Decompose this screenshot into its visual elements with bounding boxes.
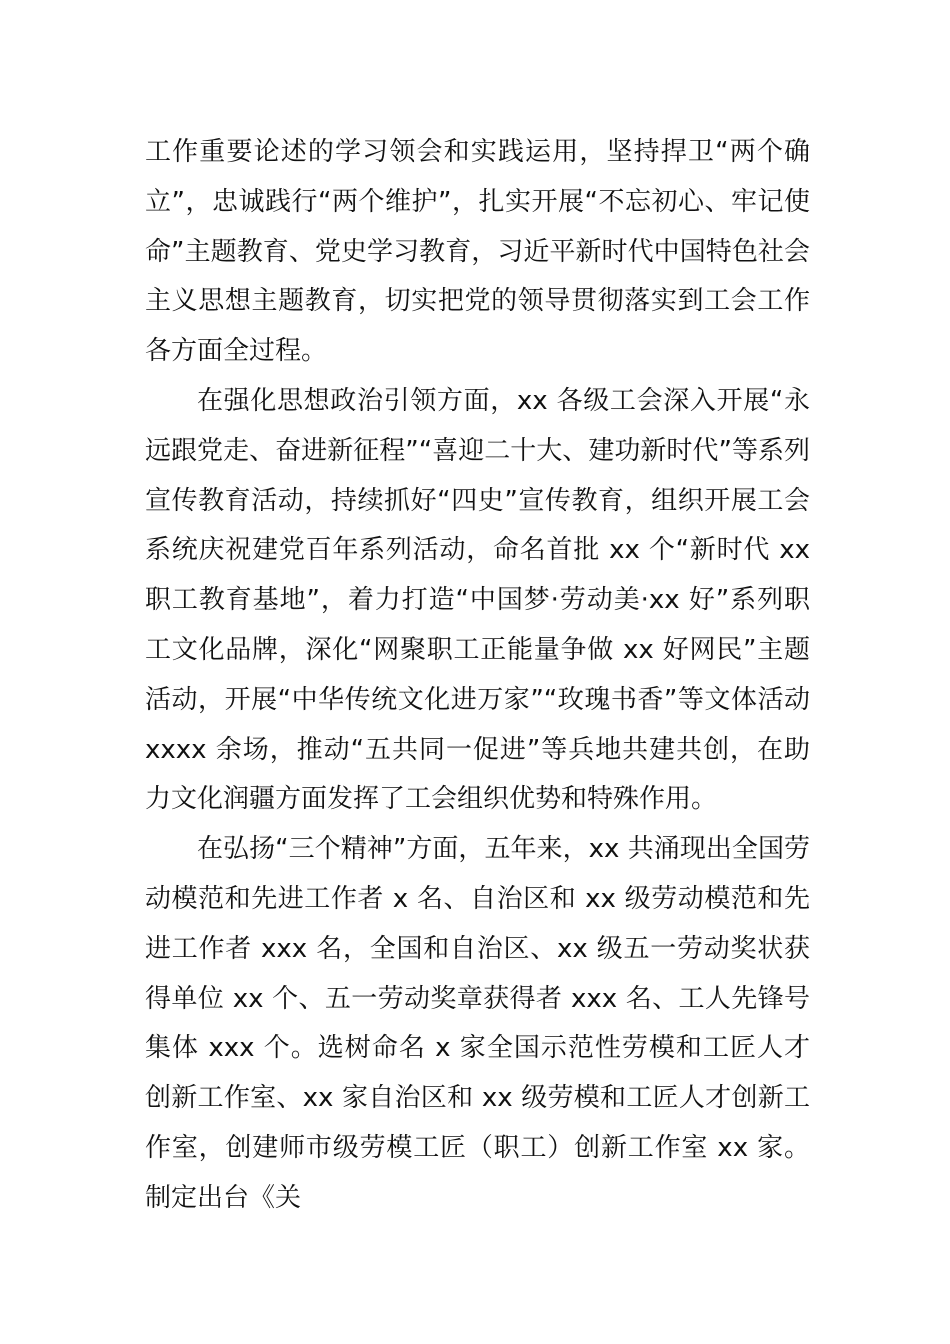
paragraph-three-spirits: 在弘扬“三个精神”方面，五年来，xx 共涌现出全国劳动模范和先进工作者 x 名、自治区和 xx 级劳动模范和先进工作者 xxx 名，全国和自治区、xx 级五一劳动奖状获得单位 xx 个、五一劳动奖章获得者 xxx 名、工人先锋号集体 xxx 个。选树命名 x 家全国示范性劳模和工匠人才创新工作室、xx 家自治区和 xx 级劳模和工匠人才创新工作室，创建师市级劳模工匠（职工）创新工作室 xx 家。制定出台《关 (145, 834, 810, 1213)
paragraph-continuation: 工作重要论述的学习领会和实践运用，坚持捍卫“两个确立”，忠诚践行“两个维护”，扎实开展“不忘初心、牢记使命”主题教育、党史学习教育，习近平新时代中国特色社会主义思想主题教育，切实把党的领导贯彻落实到工会工作各方面全过程。 (145, 137, 810, 367)
paragraph-ideological-guidance: 在强化思想政治引领方面，xx 各级工会深入开展“永远跟党走、奋进新征程”“喜迎二十大、建功新时代”等系列宣传教育活动，持续抓好“四史”宣传教育，组织开展工会系统庆祝建党百年系列活动，命名首批 xx 个“新时代 xx 职工教育基地”，着力打造“中国梦·劳动美·xx 好”系列职工文化品牌，深化“网聚职工正能量争做 xx 好网民”主题活动，开展“中华传统文化进万家”“玫瑰书香”等文体活动 xxxx 余场，推动“五共同一促进”等兵地共建共创，在助力文化润疆方面发挥了工会组织优势和特殊作用。 (145, 385, 810, 815)
document-body (145, 128, 810, 1224)
